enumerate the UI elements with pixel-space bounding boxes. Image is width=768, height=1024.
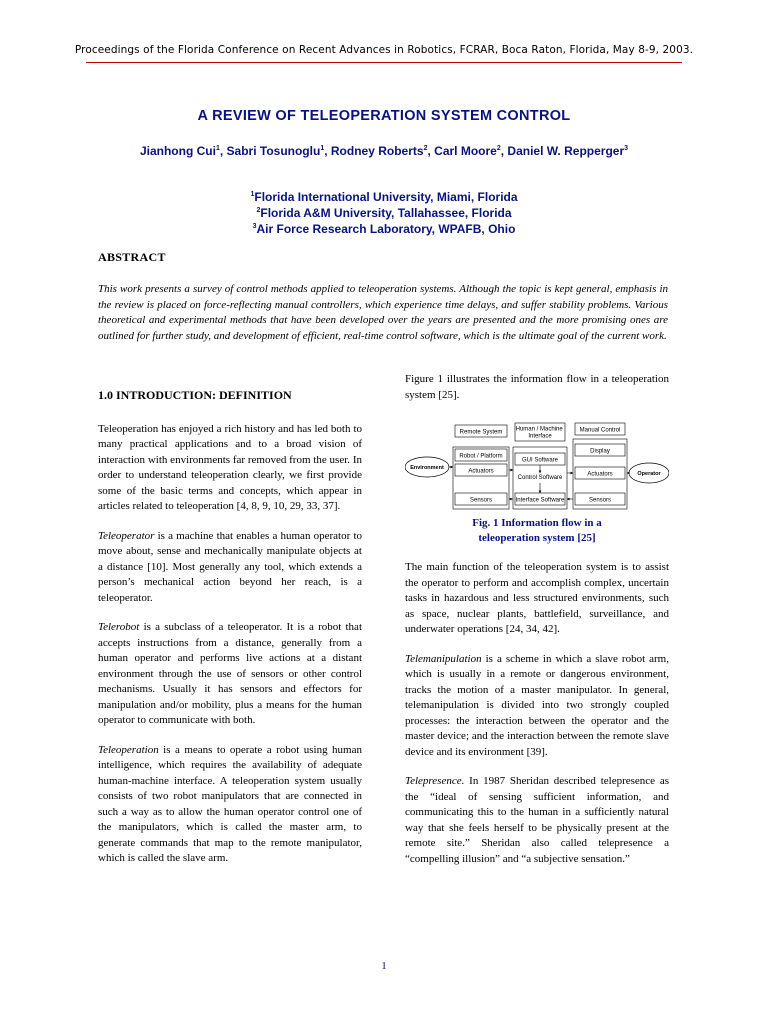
paper-title: A REVIEW OF TELEOPERATION SYSTEM CONTROL bbox=[197, 108, 571, 124]
author-name: Daniel W. Repperger bbox=[507, 144, 625, 158]
author-affil-mark: 1 bbox=[215, 145, 220, 152]
remote-system-label: Remote System bbox=[459, 429, 503, 436]
paragraph: Teleoperation has enjoyed a rich history and has led both to many practical applications and to a broad vision of interaction with environments far removed from the user. In order to understand teleoperation clearly, we first provide some of the basic terms and concepts, which appear in articles related to teleoperation [4, 8, 9, 10, 29, 33, 37]. bbox=[98, 422, 362, 512]
actuators-left-label: Actuators bbox=[468, 468, 494, 475]
right-column bbox=[405, 372, 669, 881]
sensors-left-label: Sensors bbox=[469, 497, 493, 504]
author-name: Rodney Roberts bbox=[330, 144, 424, 158]
paragraph: The main function of the teleoperation system is to assist the operator to perform and accomplish complex, uncertain tasks in hazardous and less structured environments, such as space, nuclear plants, battlefield, surveillance, and underwater operations [24, 34, 42]. bbox=[405, 561, 669, 635]
paragraph: Teleoperator is a machine that enables a human operator to move about, sense and mechanically manipulate objects at a distance [10]. Most generally any tool, which extends a person’s mechanical action beyond her reach, is a teleoperator. bbox=[98, 529, 362, 604]
author-list: Jianhong Cui$^1$, Sabri Tosunoglu$^1$, Rodney Roberts$^2$, Carl Moore$^2$, Daniel W. Repperger$^3$ bbox=[139, 144, 629, 158]
author-name: Jianhong Cui bbox=[139, 144, 216, 158]
actuators-right-label: Actuators bbox=[587, 471, 613, 478]
manual-control-label: Manual Control bbox=[579, 427, 621, 434]
display-label: Display bbox=[590, 448, 610, 455]
control-software-label: Control Software bbox=[517, 475, 563, 481]
affiliation: $^1$Florida International University, Miami, Florida bbox=[250, 190, 518, 204]
defined-term: Telemanipulation bbox=[405, 652, 482, 665]
gui-software-label: GUI Software bbox=[521, 457, 559, 464]
author-name: Sabri Tosunoglu bbox=[226, 144, 321, 158]
information-flow-figure bbox=[405, 409, 669, 514]
robot-platform-label: Robot / Platform bbox=[459, 453, 503, 460]
author-name: Carl Moore bbox=[434, 144, 497, 158]
proceedings-header: Proceedings of the Florida Conference on Recent Advances in Robotics, FCRAR, Boca Raton, Florida, May 8-9, 2003. bbox=[74, 44, 694, 56]
environment-label: Environment bbox=[410, 465, 444, 471]
paragraph: Telepresence. In 1987 Sheridan described telepresence as the “ideal of sensing sufficient information, and communicating this to the human in a sufficiently natural way that she feels herself to be physically present at the remote site.” Sheridan also called telepresence a “compelling illusion” and “a subjective sensation.” bbox=[405, 775, 669, 865]
author-affil-mark: 1 bbox=[320, 145, 325, 152]
paragraph: Figure 1 illustrates the information flow in a teleoperation system [25]. bbox=[405, 373, 669, 401]
defined-term: Telepresence. bbox=[405, 775, 465, 787]
abstract-body: This work presents a survey of control methods applied to teleoperation systems. Although the topic is kept general, emphasis in the review is placed on force-reflecting manual controllers, which experience time delays, and suffer stability problems. Various theoretical and experimental methods that have been developed over the years are presented and the more promising ones are outlined for further study, and development of efficient, real-time control software, which is the ultimate goal of the current work. bbox=[98, 283, 668, 342]
header-rule bbox=[86, 62, 682, 63]
affiliation: $^3$Air Force Research Laboratory, WPAFB, Ohio bbox=[252, 222, 516, 236]
section-heading: 1.0 INTRODUCTION: DEFINITION bbox=[98, 388, 292, 402]
page-number: 1 bbox=[381, 960, 387, 972]
author-affil-mark: 2 bbox=[423, 145, 428, 152]
affiliation: $^2$Florida A&M University, Tallahassee, Florida bbox=[256, 206, 512, 220]
abstract-heading: ABSTRACT bbox=[98, 250, 166, 264]
sensors-right-label: Sensors bbox=[588, 497, 612, 504]
author-affil-mark: 3 bbox=[624, 145, 629, 152]
left-column bbox=[98, 388, 362, 881]
paragraph: Teleoperation is a means to operate a robot using human intelligence, which requires the availability of adequate human-machine interface. A teleoperation system usually consists of two robot manipulators that are connected in such a way as to allow the human operator control one of the manipulators, which is called the master arm, to generate commands that map to the remote manipulator, which is called the slave arm. bbox=[98, 743, 362, 864]
figure-caption: Fig. 1 Information flow in a teleoperation system [25] bbox=[472, 517, 602, 544]
svg-text:Human / Machine Inte: Human / Machine Interface bbox=[515, 426, 563, 440]
paragraph: Telemanipulation is a scheme in which a slave robot arm, which is usually in a remote or dangerous environment, tracks the motion of a master manipulator. In general, telemanipulation is divided into two strongly coupled processes: the interaction between the operator and the master device; and the interaction between the remote slave device and its environment [39]. bbox=[405, 652, 669, 758]
defined-term: Teleoperation bbox=[98, 743, 159, 756]
defined-term: Telerobot bbox=[98, 621, 140, 633]
hmi-label: Human / Machine bbox=[515, 426, 563, 433]
operator-label: Operator bbox=[637, 471, 661, 477]
defined-term: Teleoperator bbox=[98, 529, 155, 542]
paragraph: Telerobot is a subclass of a teleoperator. It is a robot that accepts instructions from a distance, generally from a human operator and performs live actions at a distant environment through the use of sensors or other control mechanisms. Usually it has sensors and effectors for manipulation and/or mobility, plus a means for the human operator to communicate with both. bbox=[98, 621, 362, 726]
interface-software-label: Interface Software bbox=[515, 497, 565, 504]
author-affil-mark: 2 bbox=[496, 145, 501, 152]
affiliation-list bbox=[20, 188, 748, 236]
